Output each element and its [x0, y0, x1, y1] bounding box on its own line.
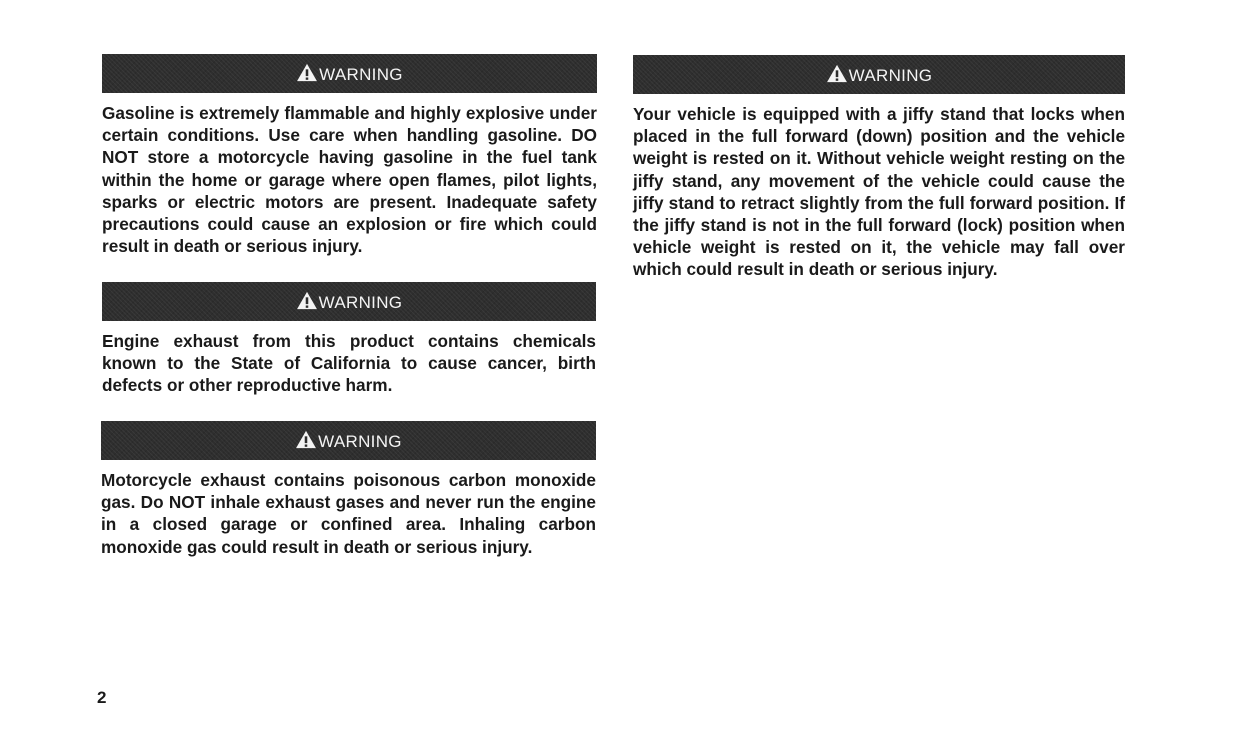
warning-label: WARNING: [318, 431, 402, 451]
warning-block-california: [102, 282, 596, 397]
warning-label: WARNING: [848, 65, 933, 85]
warning-text: Engine exhaust from this product contains chemicals known to the State of California to cause cancer, birth defects or other reproductive harm.: [102, 331, 596, 396]
warning-label: WARNING: [319, 64, 403, 84]
warning-triangle-icon: [826, 64, 848, 83]
warning-triangle-icon: [296, 63, 318, 82]
warning-text: Gasoline is extremely flammable and highly explosive under certain conditions. Use care when handling gasoline. DO NOT store a motorcycle having gasoline in the fuel tank within the home or garage where open flames, pilot lights, sparks or electric motors are present. Inadequate safety precautions could cause an explosion or fire which could result in death or serious injury.: [102, 103, 597, 257]
warning-block-jiffy-stand: [633, 55, 1125, 281]
warning-triangle-icon: [296, 291, 318, 310]
warning-banner: [102, 54, 597, 93]
warning-text: Motorcycle exhaust contains poisonous carbon monoxide gas. Do NOT inhale exhaust gases and never run the engine in a closed garage or confined area. Inhaling carbon monoxide gas could result in death or serious injury.: [101, 470, 596, 557]
warning-block-gasoline: [102, 54, 597, 257]
warning-banner: [102, 282, 596, 321]
warning-block-carbon-monoxide: [101, 421, 596, 558]
warning-banner: [101, 421, 596, 460]
warning-label: WARNING: [318, 292, 403, 312]
warning-triangle-icon: [295, 430, 317, 449]
warning-banner: [633, 55, 1125, 94]
page-number: 2: [97, 688, 107, 707]
warning-text: Your vehicle is equipped with a jiffy stand that locks when placed in the full forward (down) position and the vehicle weight is rested on it. Without vehicle weight resting on the jiffy stand, any movement of the vehicle could cause the jiffy stand to retract slightly from the full forward position. If the jiffy stand is not in the full forward (lock) position when vehicle weight is rested on it, the vehicle may fall over which could result in death or serious injury.: [633, 104, 1125, 280]
